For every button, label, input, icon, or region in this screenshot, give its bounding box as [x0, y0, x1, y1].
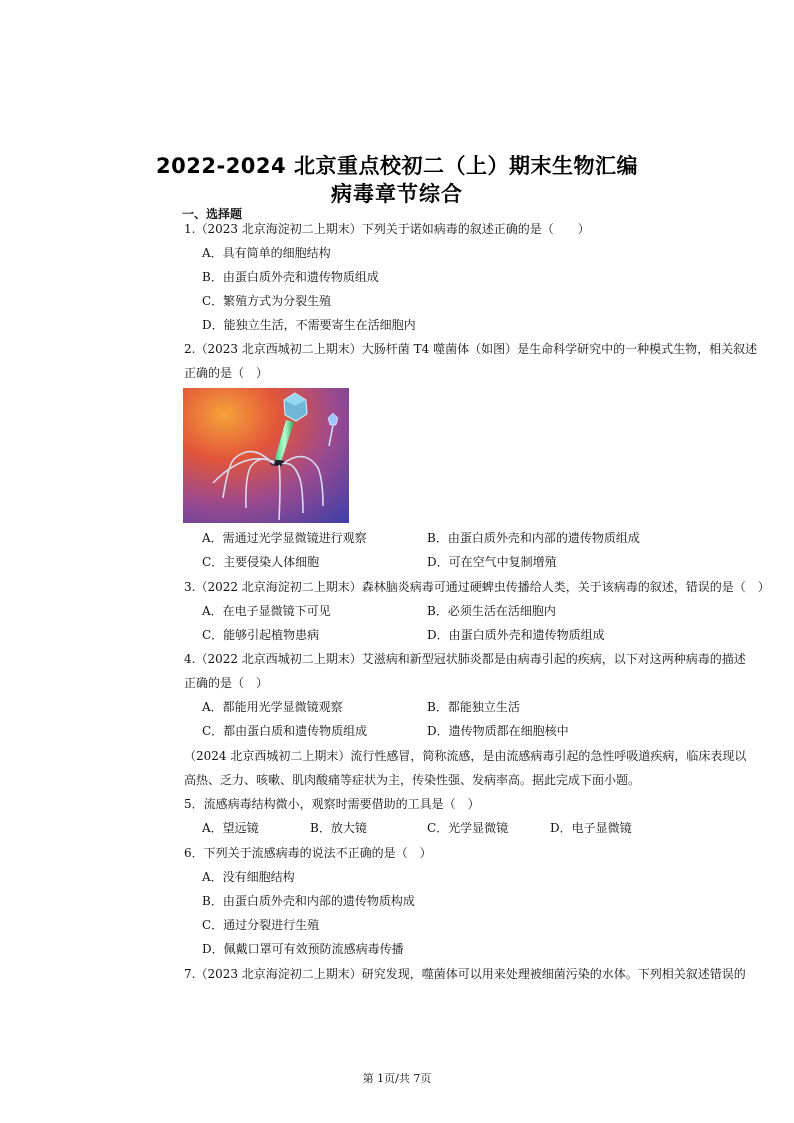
q4-option-a: A．都能用光学显微镜观察: [202, 700, 343, 714]
bacteriophage-illustration: [183, 388, 349, 523]
q1-option-c: C．繁殖方式为分裂生殖: [202, 294, 332, 308]
q6-stem: 6．下列关于流感病毒的说法不正确的是（ ）: [184, 846, 432, 860]
q2-stem-line2: 正确的是（ ）: [184, 366, 269, 380]
q3-stem: 3.（2022 北京海淀初二上期末）森林脑炎病毒可通过硬蜱虫传播给人类，关于该病毒的叙述，错误的是（ ）: [184, 580, 770, 594]
q5-option-d: D．电子显微镜: [550, 821, 632, 835]
q5-option-b: B．放大镜: [310, 821, 367, 835]
section-heading: 一、选择题: [182, 207, 243, 221]
passage-line1: （2024 北京西城初二上期末）流行性感冒，简称流感，是由流感病毒引起的急性呼吸道疾病，临床表现以: [184, 749, 747, 763]
bacteriophage-image: [183, 388, 349, 523]
q2-option-a: A．需通过光学显微镜进行观察: [202, 531, 367, 545]
q1-stem: 1.（2023 北京海淀初二上期末）下列关于诺如病毒的叙述正确的是（ ）: [184, 222, 590, 236]
q3-option-d: D．由蛋白质外壳和遗传物质组成: [427, 628, 605, 642]
q4-option-d: D．遗传物质都在细胞核中: [427, 724, 569, 738]
q6-option-b: B．由蛋白质外壳和内部的遗传物质构成: [202, 894, 415, 908]
q5-stem: 5．流感病毒结构微小，观察时需要借助的工具是（ ）: [184, 797, 480, 811]
q3-option-b: B．必须生活在活细胞内: [427, 604, 556, 618]
q2-option-b: B．由蛋白质外壳和内部的遗传物质组成: [427, 531, 640, 545]
q3-option-c: C．能够引起植物患病: [202, 628, 320, 642]
q4-option-b: B．都能独立生活: [427, 700, 520, 714]
q5-option-c: C．光学显微镜: [427, 821, 509, 835]
q2-stem-line1: 2.（2023 北京西城初二上期末）大肠杆菌 T4 噬菌体（如图）是生命科学研究中的一种模式生物，相关叙述: [184, 342, 758, 356]
q3-option-a: A．在电子显微镜下可见: [202, 604, 331, 618]
q6-option-d: D．佩戴口罩可有效预防流感病毒传播: [202, 942, 404, 956]
q6-option-c: C．通过分裂进行生殖: [202, 918, 320, 932]
passage-line2: 高热、乏力、咳嗽、肌肉酸痛等症状为主，传染性强、发病率高。据此完成下面小题。: [184, 773, 641, 787]
q1-option-d: D．能独立生活，不需要寄生在活细胞内: [202, 318, 416, 332]
q4-stem-line1: 4.（2022 北京西城初二上期末）艾滋病和新型冠状肺炎都是由病毒引起的疾病，以下对这两种病毒的描述: [184, 652, 746, 666]
q2-option-d: D．可在空气中复制增殖: [427, 555, 557, 569]
q2-option-c: C．主要侵染人体细胞: [202, 555, 320, 569]
q1-option-a: A．具有简单的细胞结构: [202, 246, 331, 260]
q4-stem-line2: 正确的是（ ）: [184, 676, 269, 690]
document-subtitle: 病毒章节综合: [331, 182, 463, 206]
q6-option-a: A．没有细胞结构: [202, 870, 295, 884]
q1-option-b: B．由蛋白质外壳和遗传物质组成: [202, 270, 379, 284]
q7-stem: 7.（2023 北京海淀初二上期末）研究发现，噬菌体可以用来处理被细菌污染的水体。下列相关叙述错误的: [184, 967, 746, 981]
q4-option-c: C．都由蛋白质和遗传物质组成: [202, 724, 368, 738]
page-footer: 第 1页/共 7页: [362, 1072, 432, 1085]
document-title: 2022-2024 北京重点校初二（上）期末生物汇编: [156, 154, 638, 178]
q5-option-a: A．望远镜: [202, 821, 259, 835]
